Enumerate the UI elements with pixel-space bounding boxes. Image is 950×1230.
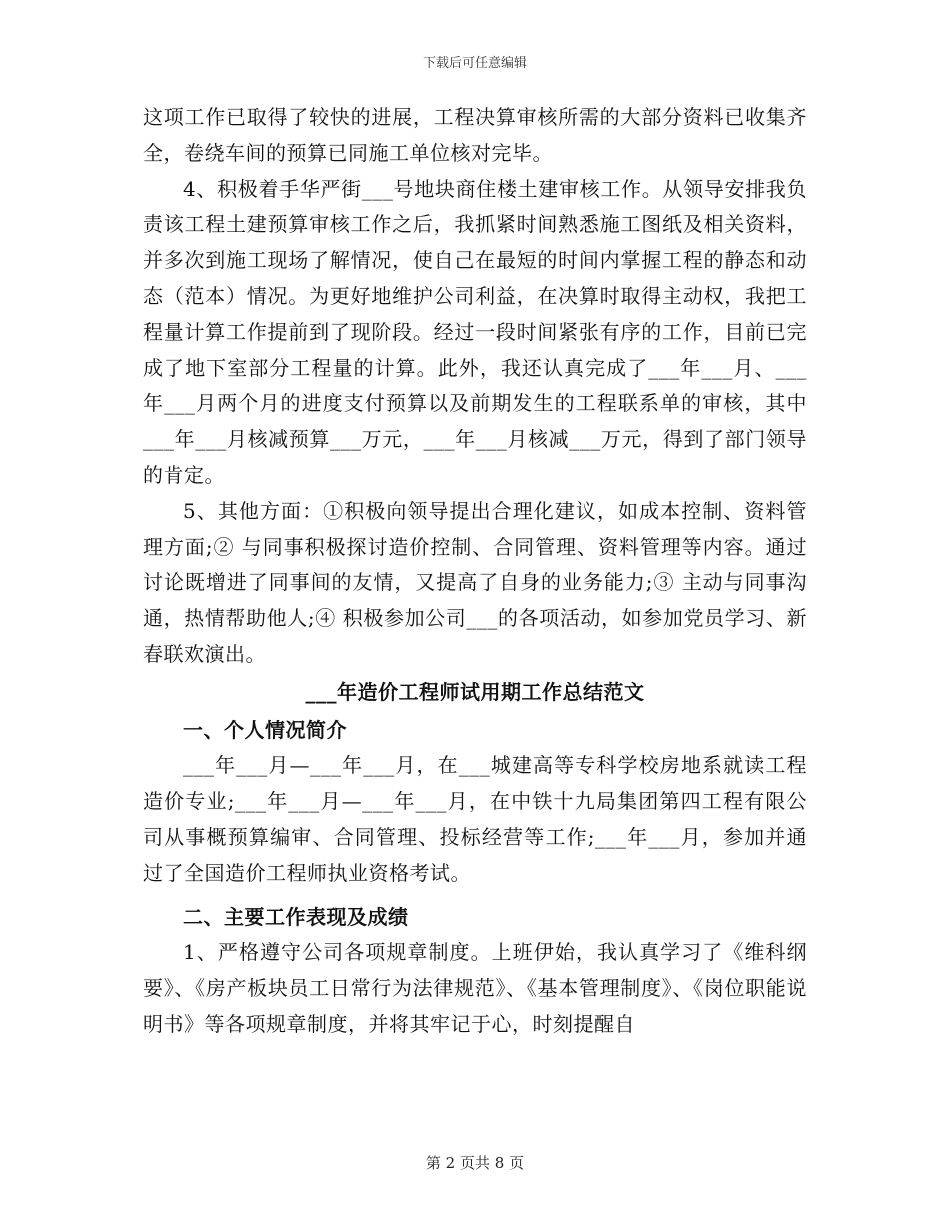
document-body: [143, 100, 807, 1043]
paragraph-item-5: 5、其他方面：①积极向领导提出合理化建议，如成本控制、资料管理方面;② 与同事积极探讨造价控制、合同管理、资料管理等内容。通过讨论既增进了同事间的友情，又提高了自身的业务能力;③ 主动与同事沟通，热情帮助他人;④ 积极参加公司___的各项活动，如参加党员学习、新春联欢演出。: [143, 498, 807, 666]
heading-personal-info: 一、个人情况简介: [183, 717, 347, 742]
section-title: ___年造价工程师试用期工作总结范文: [305, 679, 645, 704]
page-header: 下载后可任意编辑: [422, 56, 527, 71]
paragraph-main-work-1: 1、严格遵守公司各项规章制度。上班伊始，我认真学习了《维科纲要》、《房产板块员工日常行为法律规范》、《基本管理制度》、《岗位职能说明书》等各项规章制度，并将其牢记于心，时刻提醒自: [143, 940, 807, 1036]
paragraph-personal-info: ___年___月—___年___月，在___城建高等专科学校房地系就读工程造价专业;___年___月—___年___月，在中铁十九局集团第四工程有限公司从事概预算编审、合同管理、投标经营等工作;___年___月，参加并通过了全国造价工程师执业资格考试。: [143, 753, 807, 885]
heading-main-work: 二、主要工作表现及成绩: [183, 904, 409, 929]
page-footer: 第 2 页共 8 页: [425, 1154, 525, 1172]
paragraph-continued: 这项工作已取得了较快的进展，工程决算审核所需的大部分资料已收集齐全，卷绕车间的预算已同施工单位核对完毕。: [143, 105, 807, 165]
paragraph-item-4: 4、积极着手华严街___号地块商住楼土建审核工作。从领导安排我负责该工程土建预算审核工作之后，我抓紧时间熟悉施工图纸及相关资料，并多次到施工现场了解情况，使自己在最短的时间内掌握工程的静态和动态（范本）情况。为更好地维护公司利益，在决算时取得主动权，我把工程量计算工作提前到了现阶段。经过一段时间紧张有序的工作，目前已完成了地下室部分工程量的计算。此外，我还认真完成了___年___月、___年___月两个月的进度支付预算以及前期发生的工程联系单的审核，其中___年___月核减预算___万元，___年___月核减___万元，得到了部门领导的肯定。: [143, 176, 807, 487]
